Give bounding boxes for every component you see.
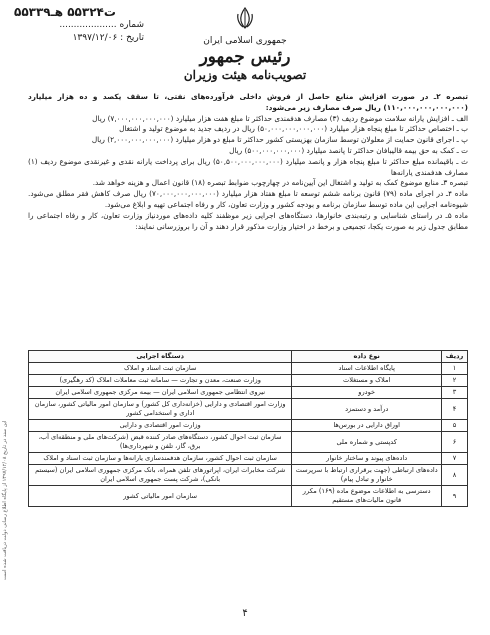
article-4: ماده ۴ـ در اجرای ماده (۷۹) قانون برنامه ششم توسعه تا مبلغ هفتاد هزار میلیارد (۷۰,۰۰۰,۰۰۰,۰۰۰,۰۰۰) ریال صرف کاهش فقر مطلق می‌شود. شیوه‌نامه اجرایی این ماده توسط سازمان برنامه و بودجه کشور و وزارت تعاون، کار و رفاه اجتماعی تهیه و ابلاغ می‌شود. (28, 189, 469, 209)
data-type: اوراق دارایی در بورس‌ها (292, 420, 442, 432)
table-row (29, 387, 468, 399)
table-row (29, 399, 468, 420)
data-type: املاک و مستغلات (292, 375, 442, 387)
row-num: ۸ (442, 465, 468, 486)
date-value: ۱۳۹۷/۱۲/۰۶ (72, 33, 118, 43)
number-row: شماره .................... (59, 20, 144, 30)
president-title: رئیس جمهور (199, 47, 291, 67)
table-row (29, 432, 468, 453)
row-num: ۱ (442, 363, 468, 375)
agency: سازمان ثبت احوال کشور، سازمان هدفمندسازی یارانه‌ها و سازمان ثبت اسناد و املاک (29, 453, 292, 465)
agency: وزارت امور اقتصادی و دارایی (29, 420, 292, 432)
col-header-agency: دستگاه اجرایی (29, 351, 292, 363)
table-row (29, 420, 468, 432)
data-type: خودرو (292, 387, 442, 399)
date-label: تاریخ (126, 33, 144, 43)
document-number: ۵۵۳۳۹ت۵۵۳۲۴ هـ (14, 5, 116, 19)
number-label: شماره (119, 20, 144, 30)
row-num: ۴ (442, 399, 468, 420)
data-type: دسترسی به اطلاعات موضوع ماده (۱۶۹) مکرر قانون مالیات‌های مستقیم (292, 486, 442, 507)
table-row (29, 465, 468, 486)
date-row: تاریخ : ۱۳۹۷/۱۲/۰۶ (72, 33, 144, 43)
clause-p: پ ـ اجرای قانون حمایت از معلولان توسط سازمان بهزیستی کشور حداکثر تا مبلغ دو هزار میلیارد (۲,۰۰۰,۰۰۰,۰۰۰,۰۰۰) ریال (91, 135, 468, 145)
row-num: ۳ (442, 387, 468, 399)
clause-s: ث ـ باقیمانده مبلغ حداکثر تا مبلغ پنجاه هزار و پانصد میلیارد (۵۰,۵۰۰,۰۰۰,۰۰۰,۰۰۰) ریال برای پرداخت یارانه نقدی و غیرنقدی موضوع ردیف (۱) مصارف هدفمندی یارانه‌ها (28, 156, 468, 177)
data-type: داده‌های ارتباطی (جهت برقراری ارتباط با سرپرست خانوار و تبادل پیام) (292, 465, 442, 486)
agency: سازمان ثبت احوال کشور، دستگاه‌های صادر کننده قبض (شرکت‌های ملی و منطقه‌ای آب، برق، گاز، تلفن و شهرداری‌ها) (29, 432, 292, 453)
cabinet-title: تصویب‌نامه هیئت وزیران (183, 68, 307, 82)
table-row (29, 363, 468, 375)
page-number: ۴ (242, 608, 248, 619)
data-type: درآمد و دستمزد (292, 399, 442, 420)
row-num: ۵ (442, 420, 468, 432)
agency: وزارت صنعت، معدن و تجارت — سامانه ثبت معاملات املاک (کد رهگیری) (29, 375, 292, 387)
clause-t: ت ـ کمک به حق بیمه قالیبافان حداکثر تا پانصد میلیارد (۵۰۰,۰۰۰,۰۰۰,۰۰۰) ریال (229, 145, 468, 155)
agency: سازمان ثبت اسناد و املاک (29, 363, 292, 375)
data-type: کدپستی و شماره ملی (292, 432, 442, 453)
table-row (29, 375, 468, 387)
row-num: ۹ (442, 486, 468, 507)
col-header-data-type: نوع داده (292, 351, 442, 363)
row-num: ۷ (442, 453, 468, 465)
col-header-row-num: ردیف (442, 351, 468, 363)
header-meta (14, 6, 144, 45)
article-5: ماده ۵ـ در راستای شناسایی و رتبه‌بندی خانوارها، دستگاه‌های اجرایی زیر موظفند کلیه داده‌های موردنیاز وزارت تعاون، کار و رفاه اجتماعی را مطابق جدول زیر به صورت یکجا، تجمیعی و برخط در اختیار وزارت مذکور قرار دهند و آن را بروزرسانی نمایند: (28, 210, 468, 231)
data-type: داده‌های پیوند و ساختار خانوار (292, 453, 442, 465)
iran-emblem-icon (234, 6, 256, 30)
agency: وزارت امور اقتصادی و دارایی (خزانه‌داری کل کشور) و سازمان امور مالیاتی کشور، سازمان اداری و استخدامی کشور (29, 399, 292, 420)
letterhead (170, 6, 320, 83)
data-type: پایگاه اطلاعات اسناد (292, 363, 442, 375)
data-providers-table (28, 350, 468, 507)
clause-b: ب ـ اختصاص حداکثر تا مبلغ پنجاه هزار میلیارد (۵۰,۰۰۰,۰۰۰,۰۰۰,۰۰۰) ریال در ردیف جدید به موضوع تولید و اشتغال (119, 124, 468, 134)
agency: نیروی انتظامی جمهوری اسلامی ایران — بیمه مرکزی جمهوری اسلامی ایران (29, 387, 292, 399)
decree-body (28, 92, 468, 232)
clause-a: الف ـ افزایش یارانه سلامت موضوع ردیف (۳) مصارف هدفمندی حداکثر تا مبلغ هفت هزار میلیارد (۷,۰۰۰,۰۰۰,۰۰۰,۰۰۰) ریال (92, 113, 468, 123)
agency: شرکت مخابرات ایران، اپراتورهای تلفن همراه، بانک مرکزی جمهوری اسلامی ایران (سیستم بانکی)، شرکت پست جمهوری اسلامی ایران (29, 465, 292, 486)
table-row (29, 486, 468, 507)
republic-name: جمهوری اسلامی ایران (203, 36, 287, 46)
agency: سازمان امور مالیاتی کشور (29, 486, 292, 507)
table-row (29, 453, 468, 465)
note-3: تبصره ۳ـ منابع موضوع کمک به تولید و اشتغال این آیین‌نامه در چهارچوب ضوابط تبصره (۱۸) قانون اعمال و هزینه خواهد شد. (92, 178, 468, 188)
side-note: این سند در تاریخ ۱۳۹۷/۱۲/۰۸ از پایگاه اطلاع رسانی دولت دریافت شده است (2, 420, 8, 580)
note-2: تبصره ۲ـ در صورت افزایش منابع حاصل از فروش داخلی فرآورده‌های نفتی، تا سقف یکصد و ده هزار میلیارد (۱۱۰,۰۰۰,۰۰۰,۰۰۰,۰۰۰) ریال صرف مصارف زیر می‌شود: (28, 92, 468, 112)
row-num: ۶ (442, 432, 468, 453)
table-header-row (29, 351, 468, 363)
row-num: ۲ (442, 375, 468, 387)
